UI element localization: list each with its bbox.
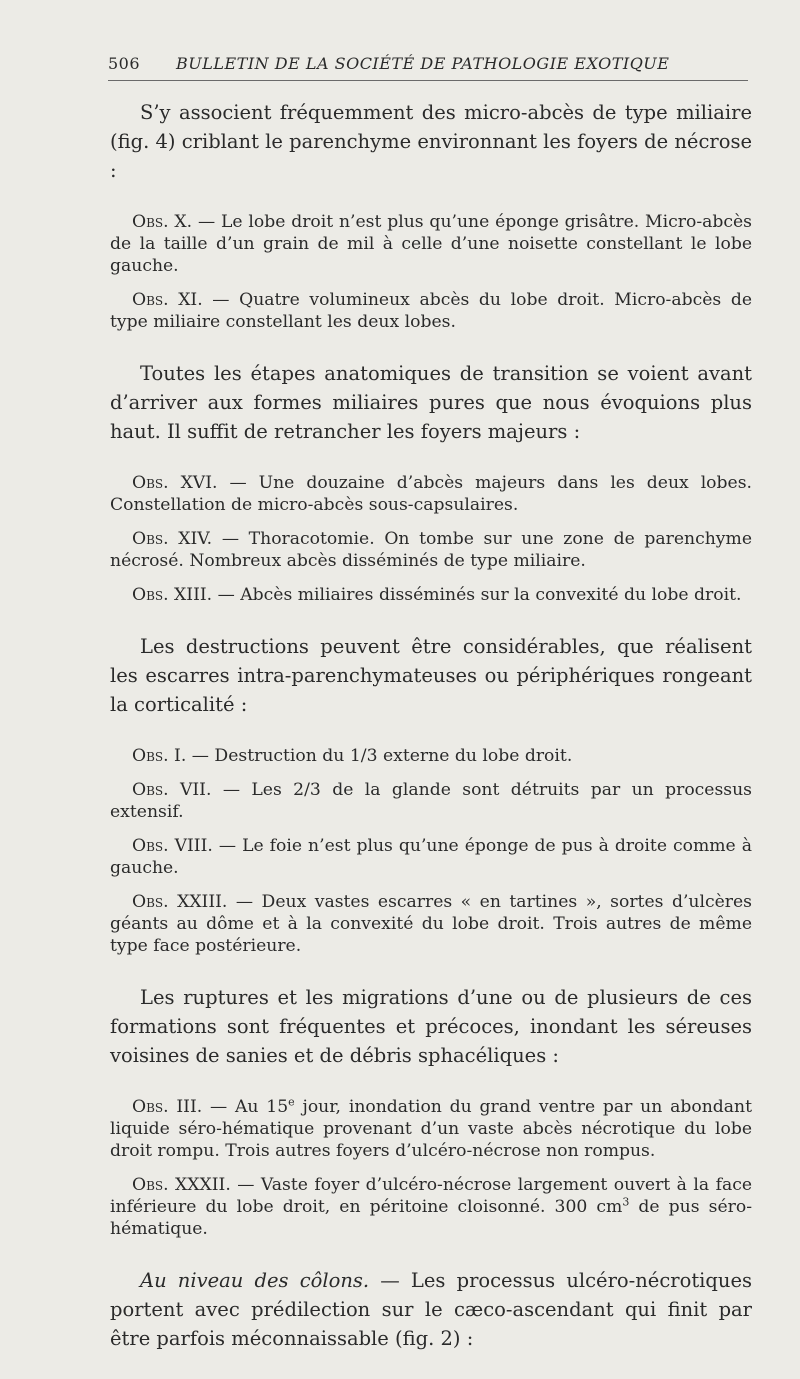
observation-xiii <box>110 584 752 606</box>
obs-label: Obs. X. <box>132 212 193 232</box>
running-title: BULLETIN DE LA SOCIÉTÉ DE PATHOLOGIE EXOTIQUE <box>176 54 670 73</box>
observation-i <box>110 745 752 767</box>
obs-label: Obs. XVI. <box>132 473 218 493</box>
obs-text: — Une douzaine d’abcès majeurs dans les deux lobes. Constellation de micro-abcès sous-capsulaires. <box>110 473 752 515</box>
obs-label: Obs. VIII. <box>132 836 213 856</box>
obs-label: Obs. VII. <box>132 780 212 800</box>
obs-label: Obs. III. <box>132 1097 203 1117</box>
superscript: e <box>288 1095 295 1109</box>
obs-text: — Thoracotomie. On tombe sur une zone de parenchyme nécrosé. Nombreux abcès disséminés de type miliaire. <box>110 529 752 571</box>
observation-xvi <box>110 472 752 516</box>
observation-iii <box>110 1096 752 1162</box>
paragraph-text: — Les processus ulcéro-nécrotiques portent avec prédilection sur le cæco-ascendant qui finit par être parfois méconnaissable (fig. 2) : <box>110 1269 752 1350</box>
page-number: 506 <box>108 54 141 73</box>
observation-xxxii <box>110 1174 752 1240</box>
obs-label: Obs. XIV. <box>132 529 213 549</box>
obs-text: — Vaste foyer d’ulcéro-nécrose largement ouvert à la face inférieure du lobe droit, en péritoine cloisonné. 300 cm <box>110 1175 752 1217</box>
obs-text: — Quatre volumineux abcès du lobe droit. Micro-abcès de type miliaire constellant les deux lobes. <box>110 290 753 332</box>
obs-label: Obs. XXXII. <box>132 1175 231 1195</box>
observation-x <box>110 211 752 277</box>
observation-viii <box>110 835 752 879</box>
superscript: 3 <box>622 1195 630 1209</box>
obs-text: — Destruction du 1/3 externe du lobe droit. <box>186 746 573 766</box>
observation-xxiii <box>110 891 752 957</box>
obs-text: — Abcès miliaires disséminés sur la convexité du lobe droit. <box>212 585 742 605</box>
paragraph: S’y associent fréquemment des micro-abcès de type miliaire (fig. 4) criblant le parenchyme environnant les foyers de nécrose : <box>110 101 752 182</box>
obs-text: jour, inondation du grand ventre par un abondant liquide séro-hématique provenant d’un vaste abcès nécrotique du lobe droit rompu. Trois autres foyers d’ulcéro-nécrose non rompus. <box>110 1097 753 1161</box>
observation-xi <box>110 289 752 333</box>
obs-label: Obs. XI. <box>132 290 203 310</box>
obs-label: Obs. XXIII. <box>132 892 228 912</box>
obs-text: — Au 15 <box>202 1097 289 1117</box>
obs-text: de pus séro-hématique. <box>110 1197 752 1239</box>
obs-text: — Deux vastes escarres « en tartines », sortes d’ulcères géants au dôme et à la convexité du lobe droit. Trois autres de même type face postérieure. <box>110 892 752 956</box>
observation-vii <box>110 779 752 823</box>
observation-xiv <box>110 528 752 572</box>
obs-text: — Les 2/3 de la glande sont détruits par un processus extensif. <box>110 780 752 822</box>
obs-text: — Le foie n’est plus qu’une éponge de pus à droite comme à gauche. <box>110 836 752 878</box>
paragraph <box>110 1266 752 1353</box>
section-heading: Au niveau des côlons. <box>140 1269 370 1292</box>
obs-text: — Le lobe droit n’est plus qu’une éponge grisâtre. Micro-abcès de la taille d’un grain de mil à celle d’une noisette constellant le lobe gauche. <box>110 212 753 276</box>
paragraph: Les ruptures et les migrations d’une ou de plusieurs de ces formations sont fréquentes et précoces, inondant les séreuses voisines de sanies et de débris sphacéliques : <box>110 986 752 1067</box>
page-body <box>110 98 752 1379</box>
obs-label: Obs. I. <box>132 746 187 766</box>
obs-label: Obs. XIII. <box>132 585 213 605</box>
paragraph: Toutes les étapes anatomiques de transition se voient avant d’arriver aux formes miliaires pures que nous évoquions plus haut. Il suffit de retrancher les foyers majeurs : <box>110 362 752 443</box>
header-rule <box>108 80 748 81</box>
paragraph: Les destructions peuvent être considérables, que réalisent les escarres intra-parenchymateuses ou périphériques rongeant la corticalité : <box>110 635 752 716</box>
